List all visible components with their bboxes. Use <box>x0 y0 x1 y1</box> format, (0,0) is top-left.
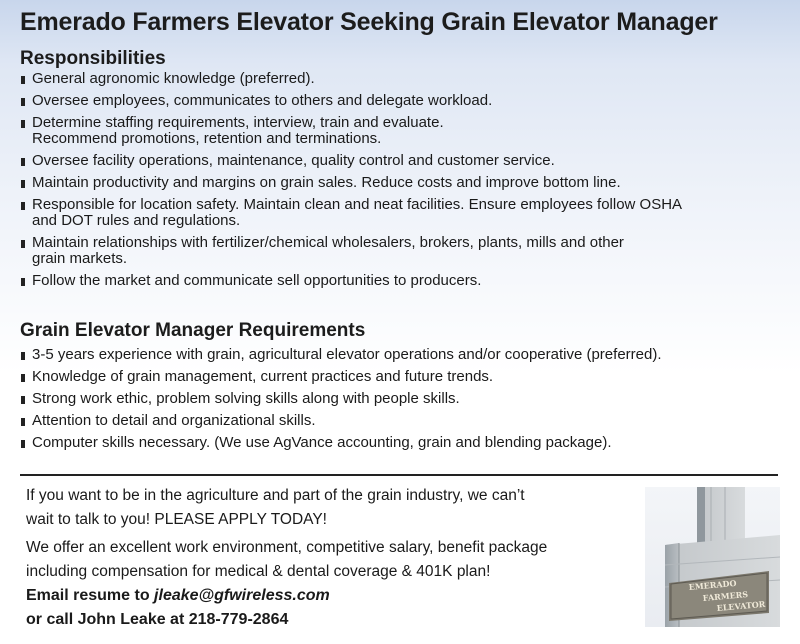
sign-text-1: EMERADO <box>688 577 737 592</box>
sign-text-2: FARMERS <box>702 589 749 603</box>
requirements-heading: Grain Elevator Manager Requirements <box>20 320 366 341</box>
list-item: Determine staffing requirements, interview, train and evaluate. Recommend promotions, retention and terminations. <box>20 115 780 147</box>
contact-prefix: Email resume to <box>26 587 155 604</box>
requirements-list <box>20 347 780 457</box>
list-item: Oversee facility operations, maintenance, quality control and customer service. <box>20 153 780 169</box>
ad-title: Emerado Farmers Elevator Seeking Grain Elevator Manager <box>20 8 718 36</box>
list-item: Strong work ethic, problem solving skills along with people skills. <box>20 391 780 407</box>
list-item: 3-5 years experience with grain, agricultural elevator operations and/or cooperative (preferred). <box>20 347 780 363</box>
list-item: Computer skills necessary. (We use AgVance accounting, grain and blending package). <box>20 435 780 451</box>
section-divider <box>20 474 778 476</box>
grain-elevator-image <box>645 487 780 627</box>
list-item: Oversee employees, communicates to others and delegate workload. <box>20 93 780 109</box>
list-item: Attention to detail and organizational skills. <box>20 413 780 429</box>
email-link[interactable]: jleake@gfwireless.com <box>154 587 330 604</box>
phone-line: or call John Leake at 218-779-2864 <box>26 611 289 628</box>
list-item: Maintain productivity and margins on grain sales. Reduce costs and improve bottom line. <box>20 175 780 191</box>
responsibilities-list <box>20 71 780 295</box>
list-item: Follow the market and communicate sell opportunities to producers. <box>20 273 780 289</box>
list-item: Knowledge of grain management, current practices and future trends. <box>20 369 780 385</box>
contact-info <box>26 584 330 632</box>
elevator-photo <box>645 487 780 627</box>
apply-paragraph: If you want to be in the agriculture and part of the grain industry, we can’t wait to talk to you! PLEASE APPLY TODAY! <box>26 487 525 528</box>
benefits-paragraph: We offer an excellent work environment, competitive salary, benefit package including compensation for medical & dental coverage & 401K plan! <box>26 539 548 580</box>
list-item: Responsible for location safety. Maintain clean and neat facilities. Ensure employees follow OSHA and DOT rules and regulations. <box>20 197 780 229</box>
sign-text-3: ELEVATOR <box>716 598 766 613</box>
list-item: General agronomic knowledge (preferred). <box>20 71 780 87</box>
list-item: Maintain relationships with fertilizer/chemical wholesalers, brokers, plants, mills and other grain markets. <box>20 235 780 267</box>
responsibilities-heading: Responsibilities <box>20 48 166 69</box>
